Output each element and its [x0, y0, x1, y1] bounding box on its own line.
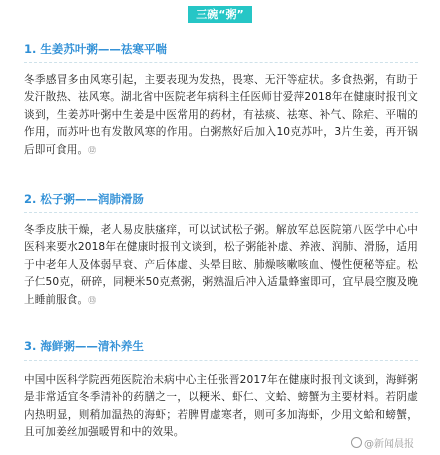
section-paragraph — [24, 372, 418, 442]
section-2-body — [24, 222, 418, 309]
section-3 — [24, 339, 418, 353]
section-paragraph — [24, 222, 418, 309]
divider — [24, 360, 418, 361]
section-heading: 2. 松子粥——润肺滑肠 — [24, 192, 144, 206]
watermark-text: @新闻晨报 — [364, 439, 414, 450]
section-heading: 3. 海鲜粥——清补养生 — [24, 339, 144, 353]
title-wrap — [0, 3, 440, 23]
paragraph-text: 冬季皮肤干燥，老人易皮肤瘙痒，可以试试松子粥。解放军总医院第八医学中心中医科来要水2018年在健康时报刊文谈到，松子粥能补虚、养液、润肺、滑肠，适用于中老年人及体弱早衰、产后体虚、头晕目眩、肺燥咳嗽咳血、慢性便秘等症。松子仁50克，研碎，同粳米50克煮粥，粥熟温后冲入适量蜂蜜即可，宜早晨空腹及晚上睡前服食。 — [24, 224, 418, 306]
paragraph-text: 中国中医科学院西苑医院治未病中心主任张晋2017年在健康时报刊文谈到，海鲜粥是非常适宜冬季清补的药膳之一，以粳米、虾仁、文蛤、螃蟹为主要材料。若阴虚内热明显，则稍加温热的海虾；若脾胃虚寒者，则可多加海虾，少用文蛤和螃蟹，且可加姜丝加强暖胃和中的效果。 — [24, 374, 418, 439]
footnote-mark: ⑫ — [88, 145, 97, 155]
weibo-icon — [351, 437, 362, 448]
footnote-mark: ⑬ — [88, 295, 97, 305]
divider — [24, 62, 418, 63]
section-1-body — [24, 72, 418, 159]
section-3-body — [24, 372, 418, 442]
divider — [24, 212, 418, 213]
section-paragraph — [24, 72, 418, 159]
watermark — [351, 435, 414, 450]
section-2 — [24, 192, 418, 206]
article-title: 三碗“粥” — [188, 6, 251, 23]
section-1 — [24, 42, 418, 56]
section-heading: 1. 生姜苏叶粥——祛寒平喘 — [24, 42, 167, 56]
paragraph-text: 冬季感冒多由风寒引起，主要表现为发热，畏寒、无汗等症状。多食热粥，有助于发汗散热、祛风寒。湖北省中医院老年病科主任医师甘爱萍2018年在健康时报刊文谈到，生姜苏叶粥中生姜是中医常用的药材，有祛痰、祛寒、补气、除疟、平喘的作用，而苏叶也有发散风寒的作用。白粥熬好后加入10克苏叶，3片生姜，再开锅后即可食用。 — [24, 74, 418, 156]
